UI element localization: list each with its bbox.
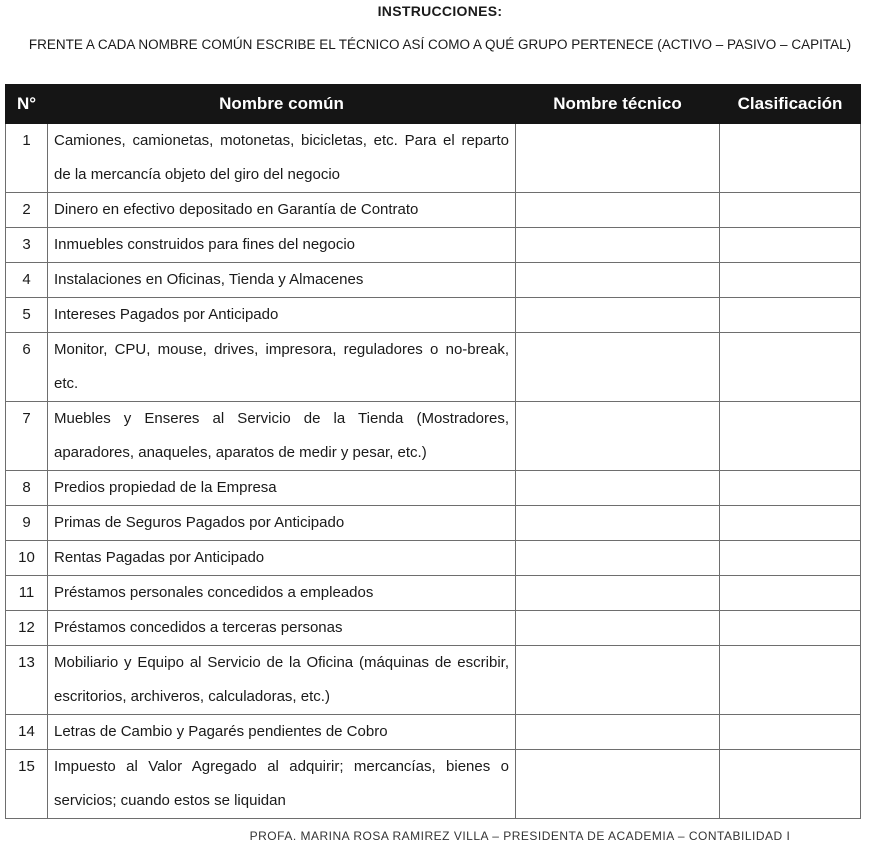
common-name-cell: Dinero en efectivo depositado en Garantía de Contrato (48, 193, 516, 228)
technical-name-answer-cell[interactable] (516, 471, 720, 506)
technical-name-answer-cell[interactable] (516, 646, 720, 715)
classification-answer-cell[interactable] (720, 715, 861, 750)
table-row (6, 333, 861, 402)
row-number: 9 (6, 506, 48, 541)
common-name-cell: Rentas Pagadas por Anticipado (48, 541, 516, 576)
classification-answer-cell[interactable] (720, 471, 861, 506)
common-name-cell: Monitor, CPU, mouse, drives, impresora, reguladores o no-break, etc. (48, 333, 516, 402)
classification-answer-cell[interactable] (720, 611, 861, 646)
common-name-cell: Instalaciones en Oficinas, Tienda y Almacenes (48, 263, 516, 298)
table-row (6, 193, 861, 228)
classification-answer-cell[interactable] (720, 124, 861, 193)
technical-name-answer-cell[interactable] (516, 715, 720, 750)
classification-answer-cell[interactable] (720, 750, 861, 819)
header-technical-name: Nombre técnico (516, 85, 720, 124)
common-name-cell: Camiones, camionetas, motonetas, bicicletas, etc. Para el reparto de la mercancía objeto del giro del negocio (48, 124, 516, 193)
row-number: 6 (6, 333, 48, 402)
classification-answer-cell[interactable] (720, 298, 861, 333)
technical-name-answer-cell[interactable] (516, 541, 720, 576)
row-number: 7 (6, 402, 48, 471)
classification-answer-cell[interactable] (720, 228, 861, 263)
row-number: 5 (6, 298, 48, 333)
classification-answer-cell[interactable] (720, 646, 861, 715)
table-row (6, 646, 861, 715)
row-number: 14 (6, 715, 48, 750)
table-row (6, 298, 861, 333)
table-row (6, 506, 861, 541)
classification-table (5, 84, 861, 819)
classification-answer-cell[interactable] (720, 576, 861, 611)
header-common-name: Nombre común (48, 85, 516, 124)
row-number: 12 (6, 611, 48, 646)
technical-name-answer-cell[interactable] (516, 228, 720, 263)
row-number: 4 (6, 263, 48, 298)
table-row (6, 263, 861, 298)
table-row (6, 715, 861, 750)
technical-name-answer-cell[interactable] (516, 750, 720, 819)
row-number: 11 (6, 576, 48, 611)
classification-answer-cell[interactable] (720, 506, 861, 541)
common-name-cell: Impuesto al Valor Agregado al adquirir; mercancías, bienes o servicios; cuando estos se liquidan (48, 750, 516, 819)
technical-name-answer-cell[interactable] (516, 576, 720, 611)
table-row (6, 124, 861, 193)
common-name-cell: Intereses Pagados por Anticipado (48, 298, 516, 333)
row-number: 13 (6, 646, 48, 715)
classification-answer-cell[interactable] (720, 263, 861, 298)
technical-name-answer-cell[interactable] (516, 263, 720, 298)
table-row (6, 541, 861, 576)
table-row (6, 228, 861, 263)
common-name-cell: Mobiliario y Equipo al Servicio de la Oficina (máquinas de escribir, escritorios, archiveros, calculadoras, etc.) (48, 646, 516, 715)
table-row (6, 402, 861, 471)
row-number: 15 (6, 750, 48, 819)
page-title: INSTRUCCIONES: (377, 3, 503, 19)
row-number: 3 (6, 228, 48, 263)
technical-name-answer-cell[interactable] (516, 193, 720, 228)
classification-answer-cell[interactable] (720, 193, 861, 228)
classification-answer-cell[interactable] (720, 541, 861, 576)
table-row (6, 750, 861, 819)
row-number: 2 (6, 193, 48, 228)
common-name-cell: Inmuebles construidos para fines del negocio (48, 228, 516, 263)
classification-answer-cell[interactable] (720, 333, 861, 402)
header-classification: Clasificación (720, 85, 861, 124)
table-row (6, 611, 861, 646)
common-name-cell: Muebles y Enseres al Servicio de la Tienda (Mostradores, aparadores, anaqueles, aparatos de medir y pesar, etc.) (48, 402, 516, 471)
instructions-text: FRENTE A CADA NOMBRE COMÚN ESCRIBE EL TÉCNICO ASÍ COMO A QUÉ GRUPO PERTENECE (ACTIVO – PASIVO – CAPITAL) (28, 37, 852, 52)
technical-name-answer-cell[interactable] (516, 402, 720, 471)
header-number: N° (6, 85, 48, 124)
common-name-cell: Préstamos personales concedidos a empleados (48, 576, 516, 611)
technical-name-answer-cell[interactable] (516, 124, 720, 193)
common-name-cell: Letras de Cambio y Pagarés pendientes de Cobro (48, 715, 516, 750)
footer-text: PROFA. MARINA ROSA RAMIREZ VILLA – PRESIDENTA DE ACADEMIA – CONTABILIDAD I (249, 829, 791, 843)
classification-answer-cell[interactable] (720, 402, 861, 471)
technical-name-answer-cell[interactable] (516, 333, 720, 402)
common-name-cell: Predios propiedad de la Empresa (48, 471, 516, 506)
table-row (6, 576, 861, 611)
technical-name-answer-cell[interactable] (516, 298, 720, 333)
technical-name-answer-cell[interactable] (516, 611, 720, 646)
technical-name-answer-cell[interactable] (516, 506, 720, 541)
row-number: 8 (6, 471, 48, 506)
common-name-cell: Préstamos concedidos a terceras personas (48, 611, 516, 646)
table-header-row (6, 85, 861, 124)
common-name-cell: Primas de Seguros Pagados por Anticipado (48, 506, 516, 541)
row-number: 1 (6, 124, 48, 193)
row-number: 10 (6, 541, 48, 576)
table-row (6, 471, 861, 506)
